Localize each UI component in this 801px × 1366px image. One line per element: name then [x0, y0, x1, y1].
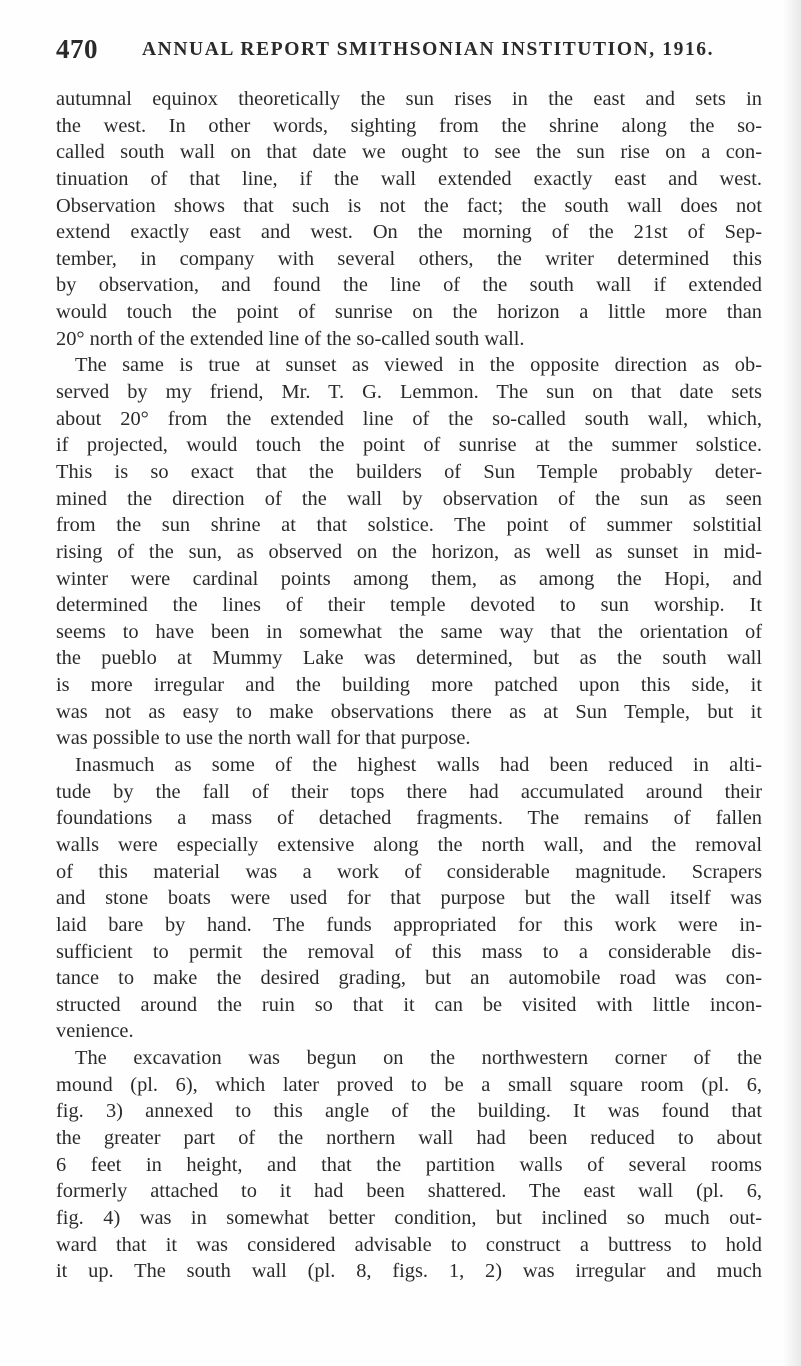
- text-line: autumnal equinox theoretically the sun rises in the east and sets in: [56, 88, 762, 110]
- text-line: was possible to use the north wall for that purpose.: [56, 727, 471, 750]
- text-line: 20° north of the extended line of the so-called south wall.: [56, 327, 525, 350]
- text-line: structed around the ruin so that it can be visited with little incon-: [56, 993, 762, 1016]
- text-line: was not as easy to make observations there as at Sun Temple, but it: [56, 700, 762, 723]
- text-line: tinuation of that line, if the wall extended exactly east and west.: [56, 167, 762, 190]
- text-line: it up. The south wall (pl. 8, figs. 1, 2) was irregular and much: [56, 1260, 762, 1283]
- text-line: The same is true at sunset as viewed in the opposite direction as ob-: [75, 354, 762, 377]
- text-line: the west. In other words, sighting from the shrine along the so-: [56, 114, 762, 137]
- text-line: laid bare by hand. The funds appropriated for this work were in-: [56, 913, 762, 936]
- text-line: 6 feet in height, and that the partition walls of several rooms: [56, 1153, 762, 1176]
- text-line: winter were cardinal points among them, as among the Hopi, and: [56, 567, 762, 590]
- text-line: the pueblo at Mummy Lake was determined, but as the south wall: [56, 647, 762, 670]
- text-line: This is so exact that the builders of Sun Temple probably deter-: [56, 460, 762, 483]
- text-line: tember, in company with several others, the writer determined this: [56, 247, 762, 270]
- text-line: The excavation was begun on the northwestern corner of the: [75, 1047, 762, 1070]
- text-line: Observation shows that such is not the fact; the south wall does not: [56, 194, 762, 217]
- text-line: if projected, would touch the point of sunrise at the summer solstice.: [56, 434, 762, 457]
- text-line: fig. 4) was in somewhat better condition, but inclined so much out-: [56, 1206, 762, 1229]
- text-line: foundations a mass of detached fragments. The remains of fallen: [56, 807, 762, 830]
- text-line: sufficient to permit the removal of this mass to a considerable dis-: [56, 940, 762, 963]
- text-line: of this material was a work of considerable magnitude. Scrapers: [56, 860, 762, 883]
- page-edge-shadow: [783, 0, 801, 1366]
- text-line: about 20° from the extended line of the so-called south wall, which,: [56, 407, 762, 430]
- text-line: walls were especially extensive along the north wall, and the removal: [56, 833, 762, 856]
- text-line: by observation, and found the line of the south wall if extended: [56, 274, 762, 297]
- page-number: 470: [56, 34, 98, 64]
- text-line: called south wall on that date we ought to see the sun rise on a con-: [56, 141, 762, 164]
- text-line: seems to have been in somewhat the same way that the orientation of: [56, 620, 762, 643]
- text-line: ward that it was considered advisable to construct a buttress to hold: [56, 1233, 762, 1256]
- text-line: would touch the point of sunrise on the horizon a little more than: [56, 301, 762, 324]
- running-header: [56, 34, 760, 64]
- running-header-title: ANNUAL REPORT SMITHSONIAN INSTITUTION, 1916.: [142, 39, 715, 60]
- text-line: rising of the sun, as observed on the horizon, as well as sunset in mid-: [56, 540, 762, 563]
- text-line: tance to make the desired grading, but an automobile road was con-: [56, 967, 762, 990]
- text-line: the greater part of the northern wall had been reduced to about: [56, 1126, 762, 1149]
- text-line: and stone boats were used for that purpose but the wall itself was: [56, 887, 762, 910]
- text-line: is more irregular and the building more patched upon this side, it: [56, 674, 762, 697]
- text-line: Inasmuch as some of the highest walls had been reduced in alti-: [75, 754, 762, 777]
- text-line: mound (pl. 6), which later proved to be a small square room (pl. 6,: [56, 1073, 762, 1096]
- text-line: formerly attached to it had been shattered. The east wall (pl. 6,: [56, 1180, 762, 1203]
- text-line: extend exactly east and west. On the morning of the 21st of Sep-: [56, 221, 762, 244]
- text-line: determined the lines of their temple devoted to sun worship. It: [56, 594, 762, 617]
- body-text: [56, 86, 762, 1285]
- text-line: from the sun shrine at that solstice. The point of summer solstitial: [56, 514, 762, 537]
- text-line: fig. 3) annexed to this angle of the building. It was found that: [56, 1100, 762, 1123]
- text-line: mined the direction of the wall by observation of the sun as seen: [56, 487, 762, 510]
- text-line: served by my friend, Mr. T. G. Lemmon. The sun on that date sets: [56, 381, 762, 404]
- text-line: tude by the fall of their tops there had accumulated around their: [56, 780, 762, 803]
- text-line: venience.: [56, 1020, 134, 1043]
